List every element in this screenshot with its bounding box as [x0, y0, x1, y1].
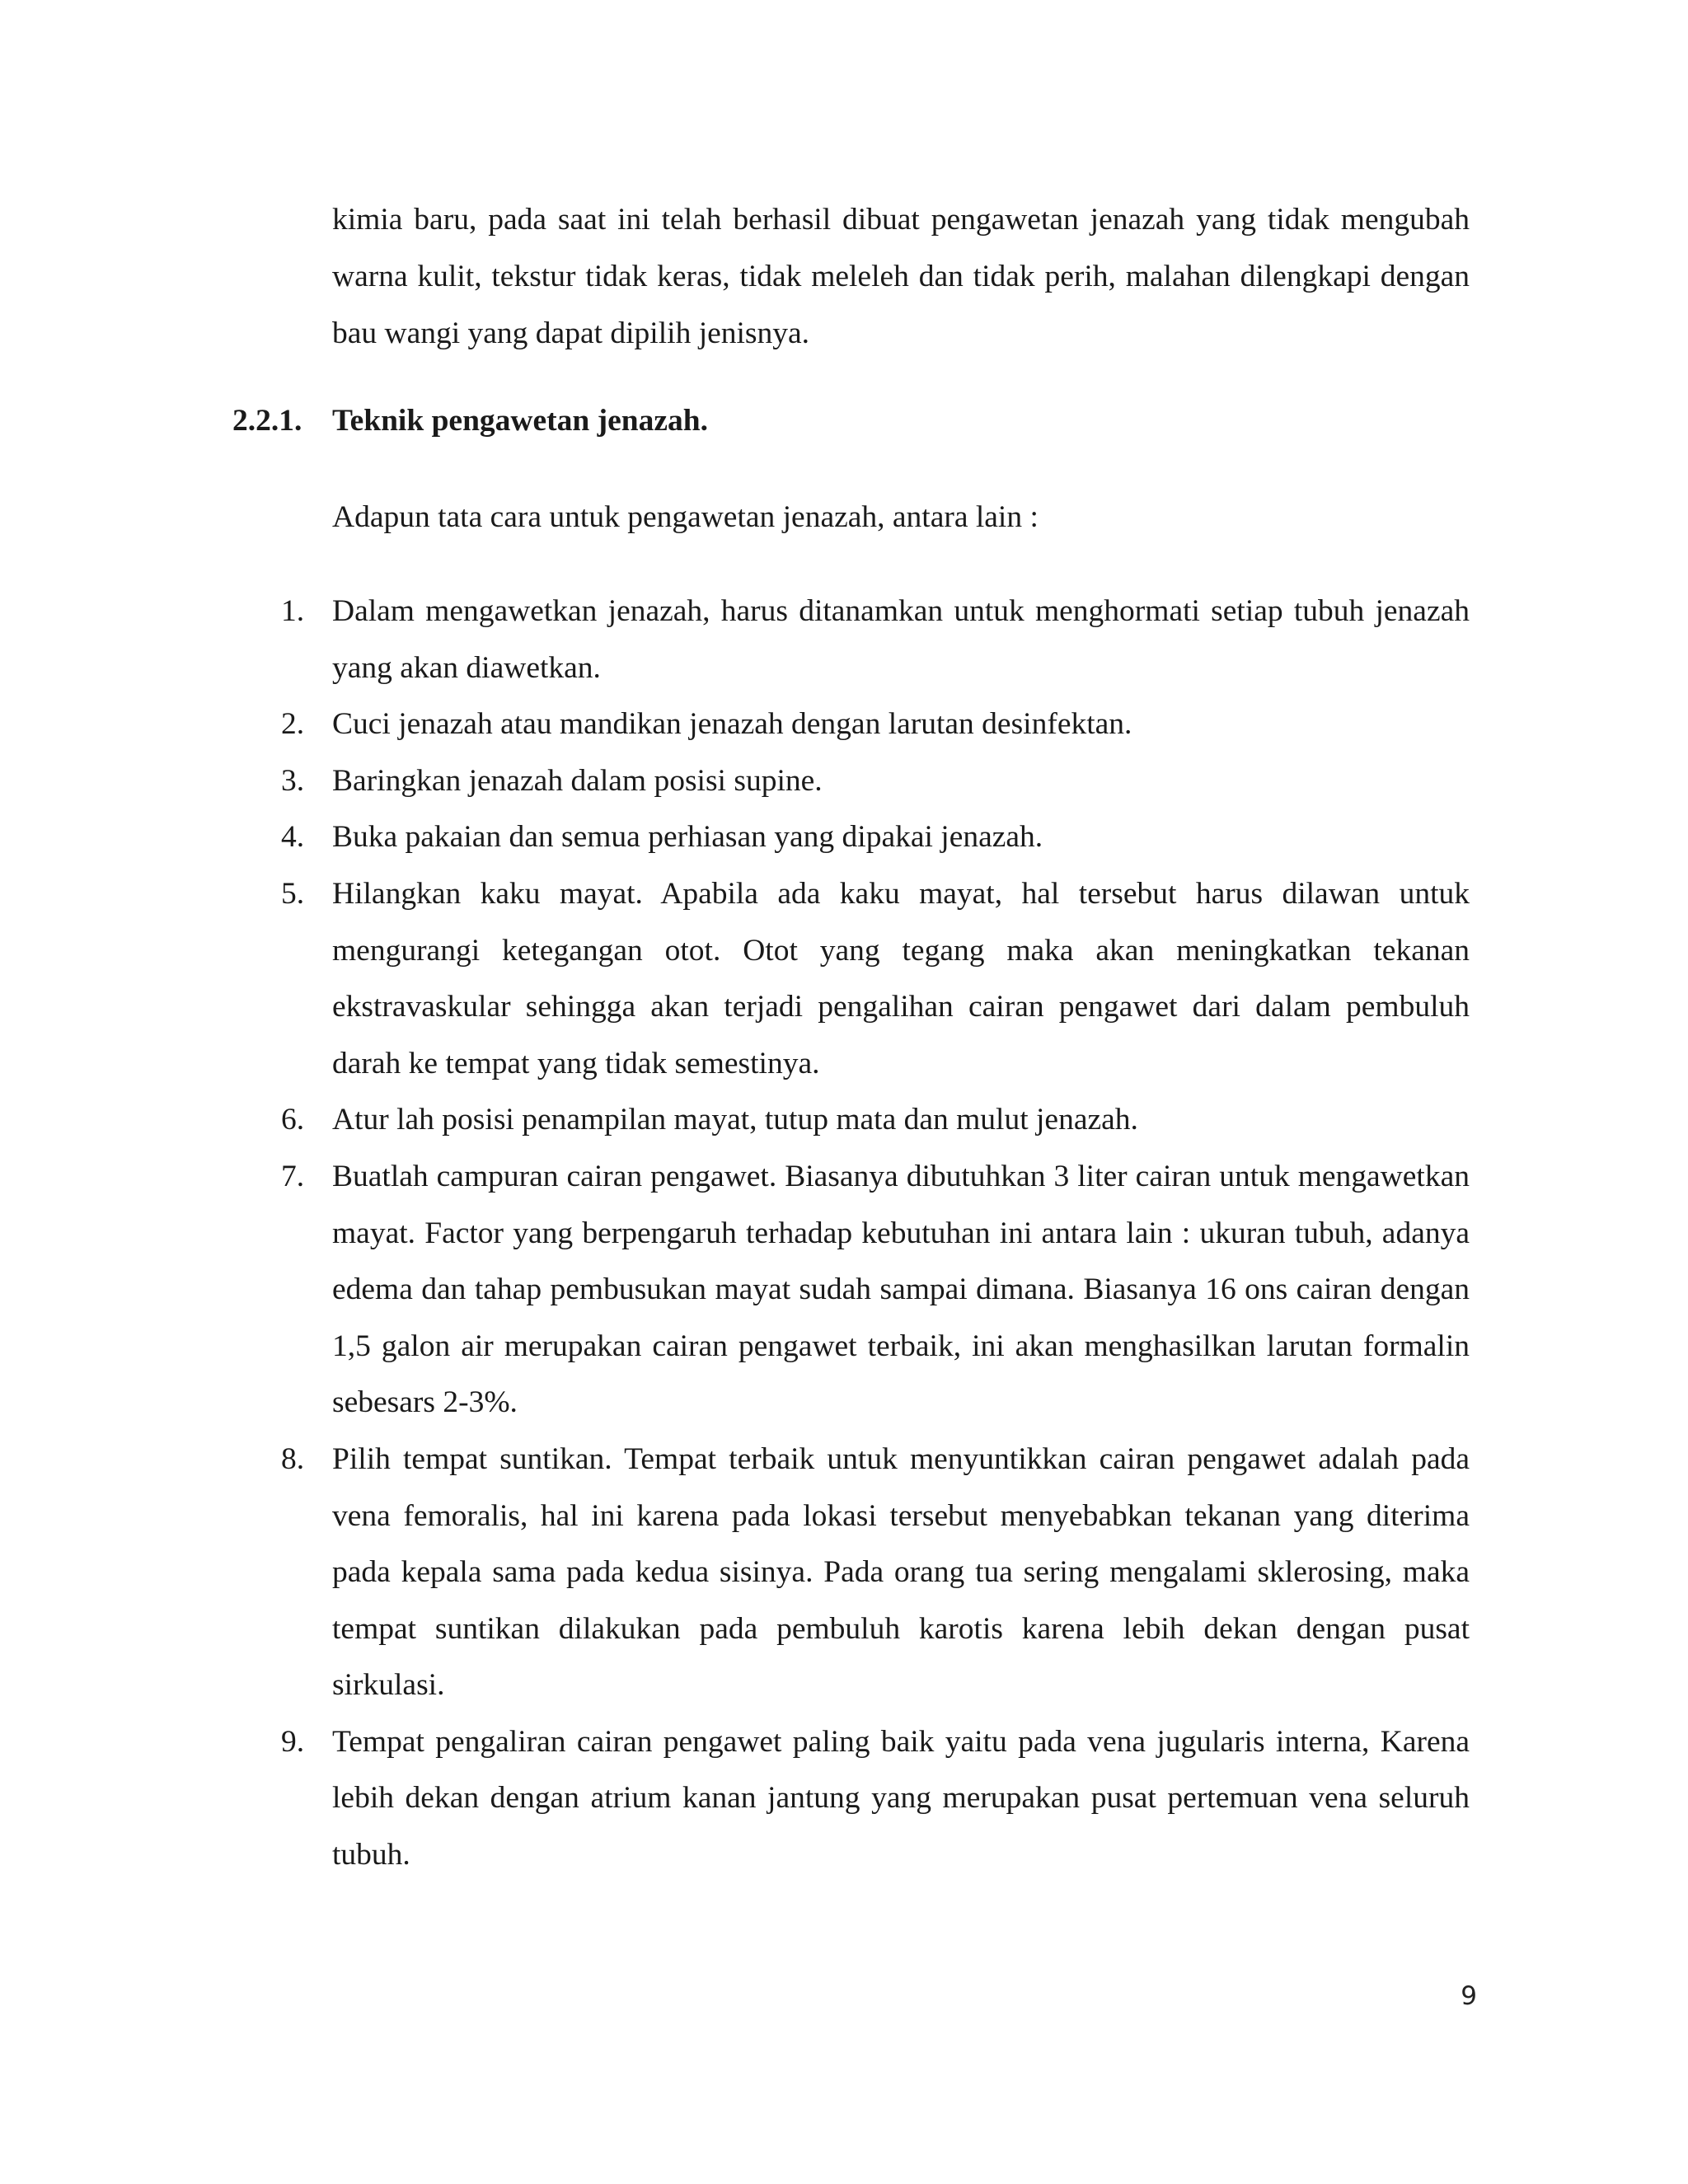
list-item: [281, 1092, 1470, 1149]
list-item: [281, 696, 1470, 753]
section-heading: [232, 401, 1469, 442]
list-item-text: Tempat pengaliran cairan pengawet paling baik yaitu pada vena jugularis interna, Karena lebih dekan dengan atrium kanan jantung yang merupakan pusat pertemuan vena seluruh tubuh.: [332, 1724, 1470, 1872]
list-item: [281, 1149, 1470, 1432]
list-item-number: 7.: [281, 1159, 305, 1193]
list-item-number: 4.: [281, 820, 305, 855]
list-item-text: Buatlah campuran cairan pengawet. Biasanya dibutuhkan 3 liter cairan untuk mengawetkan mayat. Factor yang berpengaruh terhadap kebutuhan ini antara lain : ukuran tubuh, adanya edema dan tahap pembusukan mayat sudah sampai dimana. Biasanya 16 ons cairan dengan 1,5 galon air merupakan cairan pengawet terbaik, ini akan menghasilkan larutan formalin sebesars 2-3%.: [332, 1159, 1470, 1420]
list-item: [281, 866, 1470, 1092]
page-number: 9: [1461, 1981, 1477, 2011]
list-item-number: 2.: [281, 707, 305, 742]
list-item-number: 5.: [281, 876, 305, 911]
list-item-text: Atur lah posisi penampilan mayat, tutup mata dan mulut jenazah.: [332, 1103, 1138, 1137]
list-item: [281, 753, 1470, 810]
list-item-text: Buka pakaian dan semua perhiasan yang dipakai jenazah.: [332, 820, 1043, 855]
list-item: [281, 1714, 1470, 1884]
list-item-text: Hilangkan kaku mayat. Apabila ada kaku mayat, hal tersebut harus dilawan untuk mengurangi ketegangan otot. Otot yang tegang maka akan meningkatkan tekanan ekstravaskular sehingga akan terjadi pengalihan cairan pengawet dari dalam pembuluh darah ke tempat yang tidak semestinya.: [332, 876, 1470, 1080]
list-item-number: 6.: [281, 1103, 305, 1137]
list-item-number: 8.: [281, 1441, 305, 1476]
list-item-number: 3.: [281, 763, 305, 798]
list-item: [281, 809, 1470, 866]
procedure-list: [281, 583, 1470, 1884]
section-title: Teknik pengawetan jenazah.: [332, 404, 708, 438]
list-item-text: Pilih tempat suntikan. Tempat terbaik untuk menyuntikkan cairan pengawet adalah pada vena femoralis, hal ini karena pada lokasi tersebut menyebabkan tekanan yang diterima pada kepala sama pada kedua sisinya. Pada orang tua sering mengalami sklerosing, maka tempat suntikan dilakukan pada pembuluh karotis karena lebih dekan dengan pusat sirkulasi.: [332, 1441, 1470, 1703]
intro-paragraph: kimia baru, pada saat ini telah berhasil dibuat pengawetan jenazah yang tidak mengubah warna kulit, tekstur tidak keras, tidak meleleh dan tidak perih, malahan dilengkapi dengan bau wangi yang dapat dipilih jenisnya.: [332, 203, 1470, 350]
lead-text: Adapun tata cara untuk pengawetan jenazah, antara lain :: [332, 500, 1039, 534]
list-item-text: Cuci jenazah atau mandikan jenazah dengan larutan desinfektan.: [332, 707, 1132, 742]
list-item: [281, 1432, 1470, 1714]
list-item-text: Baringkan jenazah dalam posisi supine.: [332, 763, 823, 798]
list-item-number: 1.: [281, 594, 305, 628]
section-number: 2.2.1.: [232, 404, 302, 438]
list-item-text: Dalam mengawetkan jenazah, harus ditanamkan untuk menghormati setiap tubuh jenazah yang akan diawetkan.: [332, 594, 1470, 685]
list-item: [281, 583, 1470, 696]
list-item-number: 9.: [281, 1724, 305, 1759]
